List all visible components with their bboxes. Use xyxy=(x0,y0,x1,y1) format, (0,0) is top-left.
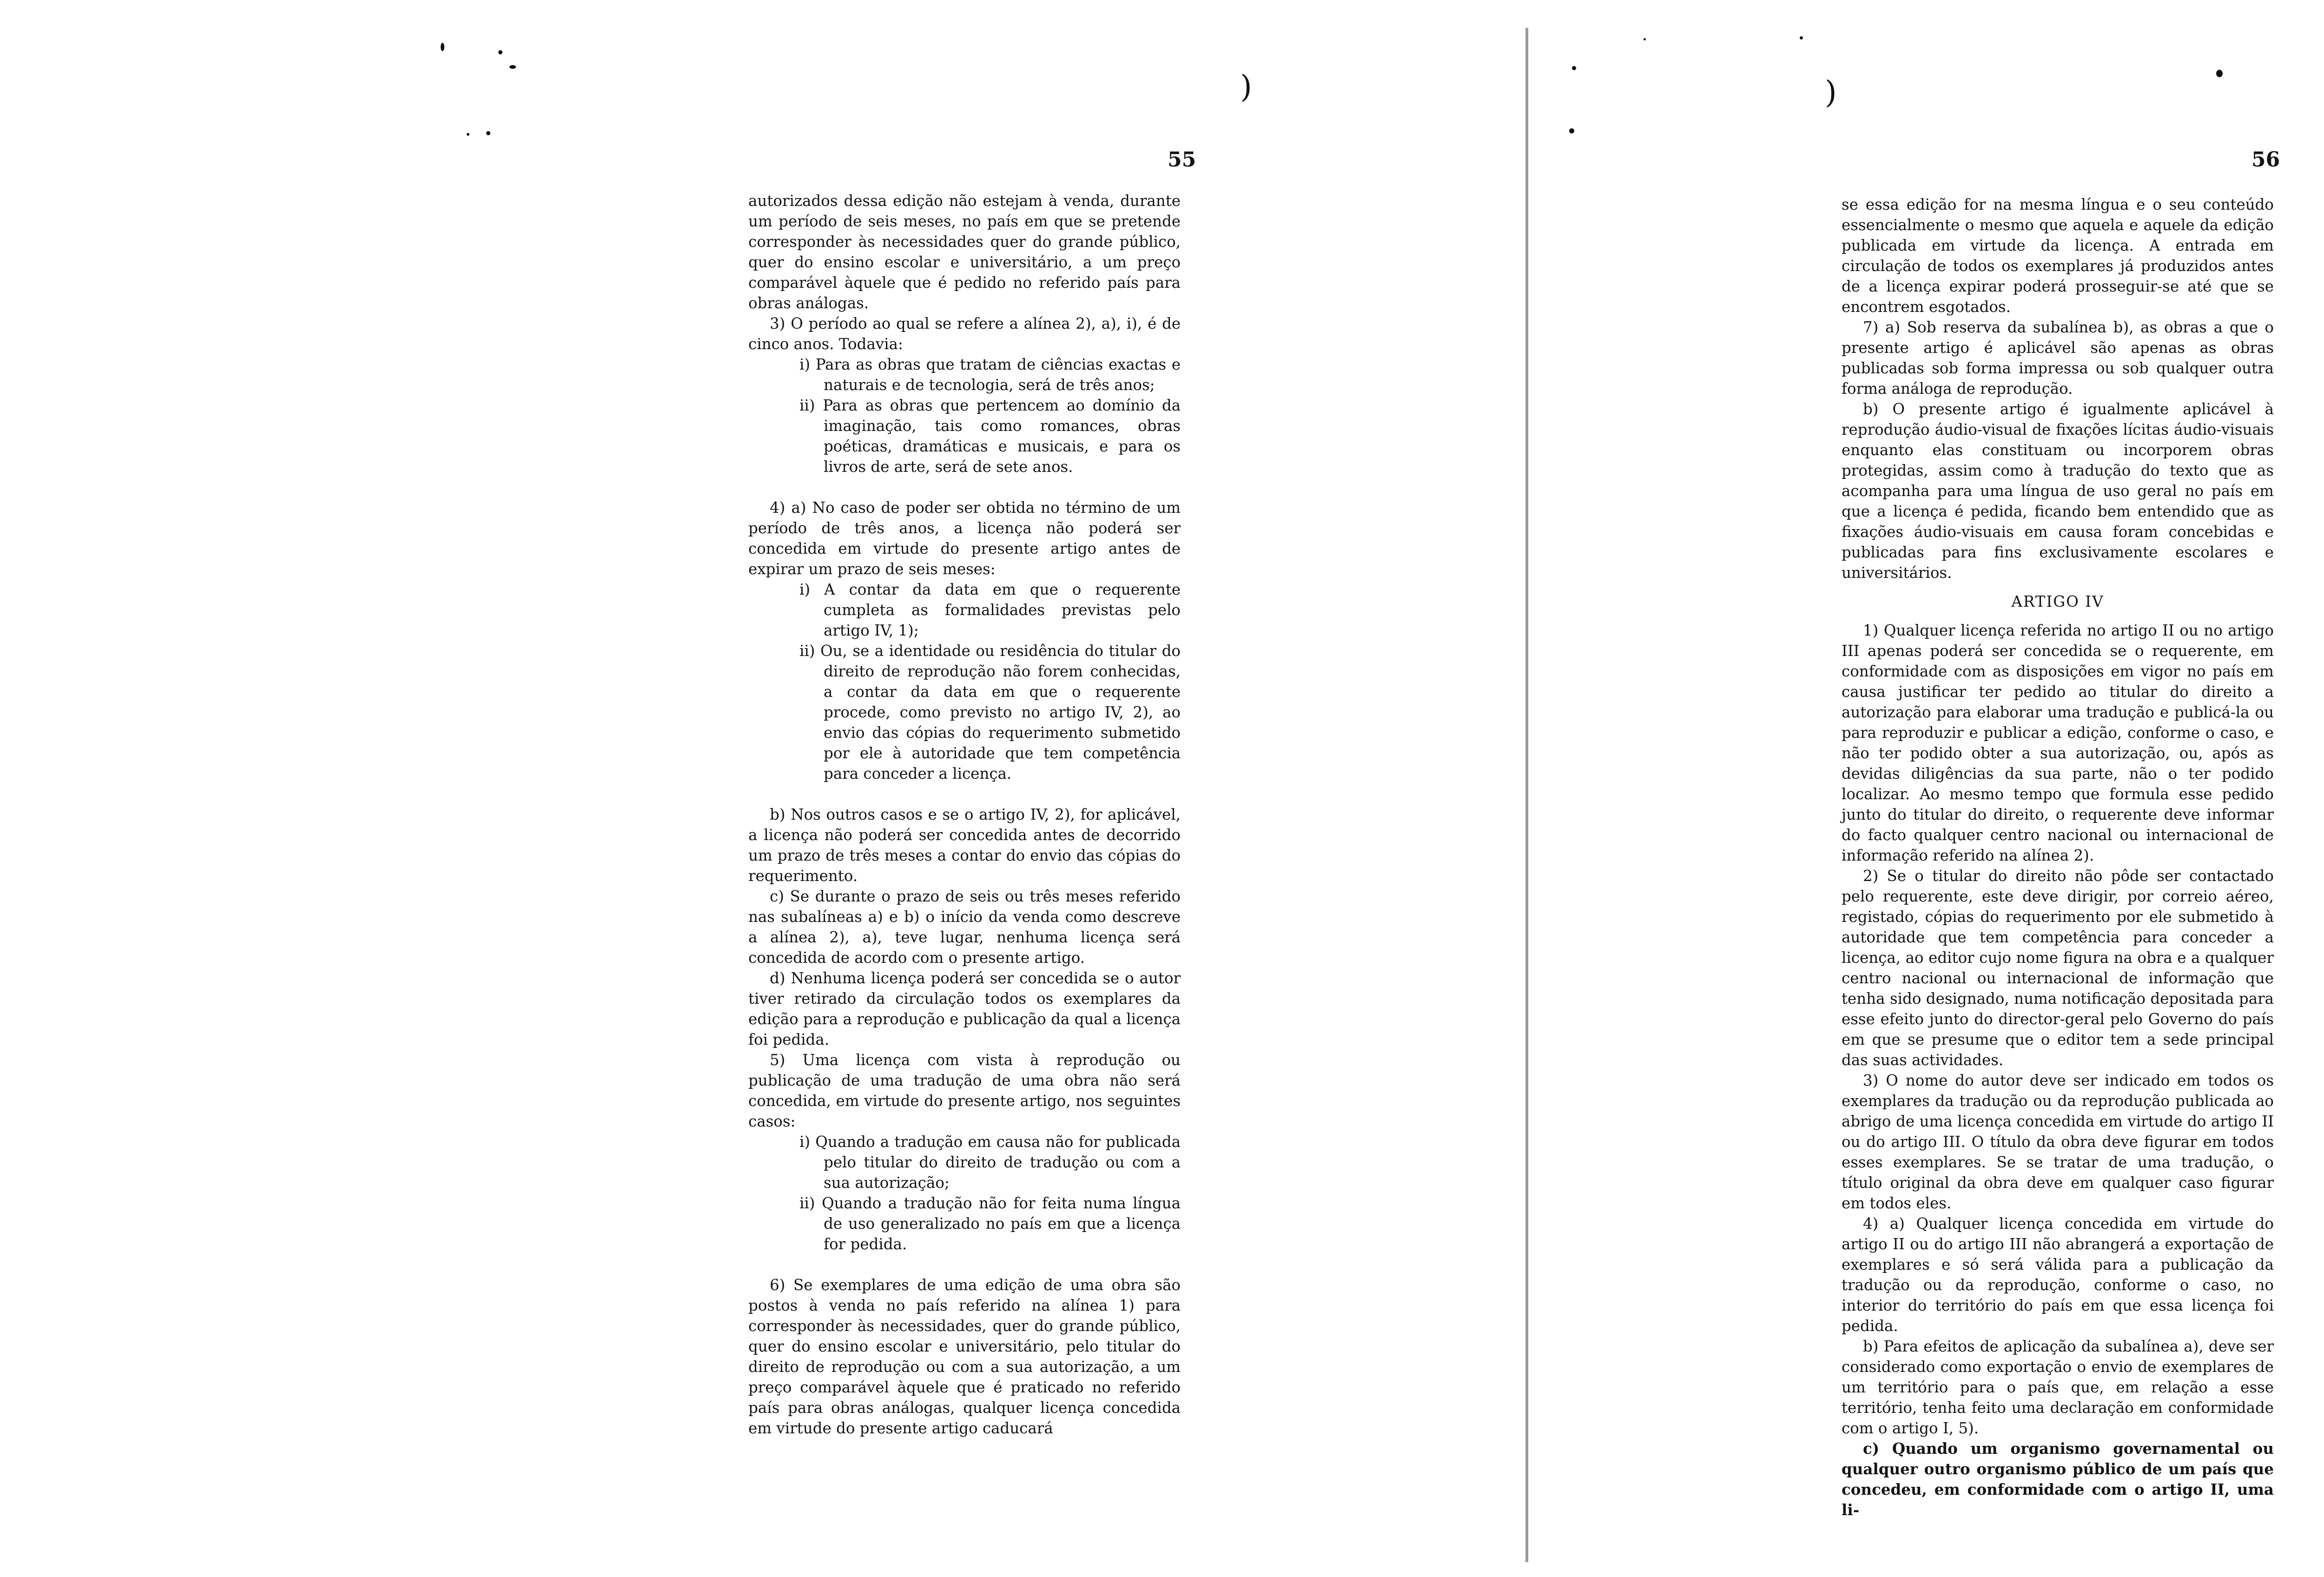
paragraph: c) Se durante o prazo de seis ou três meses referido nas subalíneas a) e b) o início da venda como descreve a alínea 2), a), teve lugar, nenhuma licença será concedida de acordo com o presente artigo. xyxy=(748,888,1181,967)
paragraph: b) O presente artigo é igualmente aplicável à reprodução áudio-visual de fixações lícitas áudio-visuais enquanto elas constituam ou incorporem obras protegidas, assim como à tradução do texto que as acompanha para uma língua de uso geral no país em que a licença é pedida, ficando bem entendido que as fixações áudio-visuais em causa foram concebidas e publicadas para fins exclusivamente escolares e universitários. xyxy=(1842,400,2274,582)
scan-speck xyxy=(1572,66,1576,70)
paragraph: 6) Se exemplares de uma edição de uma obra são postos à venda no país referido na alínea 1) para corresponder às necessidades, quer do grande público, quer do ensino escolar e universitário, pelo titular do direito de reprodução ou com a sua autorização, a um preço comparável àquele que é praticado no referido país para obras análogas, qualquer licença concedida em virtude do presente artigo caducará xyxy=(748,1276,1181,1437)
paragraph: 2) Se o titular do direito não pôde ser contactado pelo requerente, este deve dirigir, por correio aéreo, registado, cópias do requerimento por ele submetido à autoridade que tem competência para conceder a licença, ao editor cujo nome figura na obra e a qualquer centro nacional ou internacional de informação que tenha sido designado, numa notificação depositada para esse efeito junto do director-geral pelo Governo do país em que se presume que o editor tem a sede principal das suas actividades. xyxy=(1842,867,2274,1069)
paragraph: 4) a) No caso de poder ser obtida no término de um período de três anos, a licença não poderá ser concedida em virtude do presente artigo antes de expirar um prazo de seis meses: xyxy=(748,499,1181,578)
scan-speck xyxy=(486,131,490,135)
margin-bracket-mark: ) xyxy=(1825,74,1837,110)
scan-speck xyxy=(1569,128,1574,133)
paragraph: 3) O nome do autor deve ser indicado em todos os exemplares da tradução ou da reprodução publicada ao abrigo de uma licença concedida em virtude do artigo II ou do artigo III. O título da obra deve figurar em todos esses exemplares. Se se tratar de uma tradução, o título original da obra deve em qualquer caso figurar em todos eles. xyxy=(1842,1072,2274,1212)
section-heading: ARTIGO IV xyxy=(2011,593,2104,610)
list-item: i) Quando a tradução em causa não for publicada pelo titular do direito de tradução ou com a sua autorização; xyxy=(799,1133,1181,1192)
list-item: i) Para as obras que tratam de ciências exactas e naturais e de tecnologia, será de três anos; xyxy=(799,356,1181,394)
list-item: i) A contar da data em que o requerente cumpleta as formalidades previstas pelo artigo IV, 1); xyxy=(799,581,1181,639)
paragraph: d) Nenhuma licença poderá ser concedida se o autor tiver retirado da circulação todos os exemplares da edição para a reprodução e publicação da qual a licença foi pedida. xyxy=(748,969,1181,1048)
paragraph: 1) Qualquer licença referida no artigo II ou no artigo III apenas poderá ser concedida se o requerente, em conformidade com as disposições em vigor no país em causa justificar ter pedido ao titular do direito a autorização para elaborar uma tradução e publicá-la ou para reproduzir e publicar a edição, conforme o caso, e não ter podido obter a sua autorização, ou, após as devidas diligências da sua parte, não o ter podido localizar. Ao mesmo tempo que formula esse pedido junto do titular do direito, o requerente deve informar do facto qualquer centro nacional ou internacional de informação referido na alínea 2). xyxy=(1842,622,2274,864)
paragraph: se essa edição for na mesma língua e o seu conteúdo essencialmente o mesmo que aquela e aquele da edição publicada em virtude da licença. A entrada em circulação de todos os exemplares já produzidos antes de a licença expirar poderá prosseguir-se até que se encontrem esgotados. xyxy=(1842,196,2274,316)
scan-speck xyxy=(441,43,444,51)
scan-speck xyxy=(1644,38,1646,40)
page-number: 56 xyxy=(2251,148,2280,172)
paragraph: autorizados dessa edição não estejam à venda, durante um período de seis meses, no país em que se pretende corresponder às necessidades quer do grande público, quer do ensino escolar e universitário, a um preço comparável àquele que é pedido no referido país para obras análogas. xyxy=(748,192,1181,312)
page-number: 55 xyxy=(1168,148,1196,172)
list-item: ii) Quando a tradução não for feita numa língua de uso generalizado no país em que a licença for pedida. xyxy=(799,1194,1181,1253)
scan-speck xyxy=(509,65,516,69)
list-item: ii) Para as obras que pertencem ao domínio da imaginação, tais como romances, obras poéticas, dramáticas e musicais, e para os livros de arte, será de sete anos. xyxy=(799,397,1181,476)
right-page-text xyxy=(1842,194,2274,1520)
scan-speck xyxy=(467,133,469,136)
paragraph: 3) O período ao qual se refere a alínea 2), a), i), é de cinco anos. Todavia: xyxy=(748,315,1181,353)
margin-bracket-mark: ) xyxy=(1240,69,1252,105)
paragraph: c) Quando um organismo governamental ou qualquer outro organismo público de um país que concedeu, em conformidade com o artigo II, uma li- xyxy=(1842,1439,2274,1519)
scan-speck xyxy=(498,50,502,54)
scan-speck xyxy=(2216,70,2223,77)
paragraph: 5) Uma licença com vista à reprodução ou publicação de uma tradução de uma obra não será concedida, em virtude do presente artigo, nos seguintes casos: xyxy=(748,1051,1181,1130)
paragraph: b) Para efeitos de aplicação da subalínea a), deve ser considerado como exportação o envio de exemplares de um território para o país que, em relação a esse território, tenha feito uma declaração em conformidade com o artigo I, 5). xyxy=(1842,1338,2274,1437)
paragraph: b) Nos outros casos e se o artigo IV, 2), for aplicável, a licença não poderá ser concedida antes de decorrido um prazo de três meses a contar do envio das cópias do requerimento. xyxy=(748,806,1181,885)
scan-speck xyxy=(1800,36,1803,40)
paragraph: 7) a) Sob reserva da subalínea b), as obras a que o presente artigo é aplicável são apenas as obras publicadas sob forma impressa ou sob qualquer outra forma análoga de reprodução. xyxy=(1842,318,2274,398)
paragraph: 4) a) Qualquer licença concedida em virtude do artigo II ou do artigo III não abrangerá a exportação de exemplares e só será válida para a publicação da tradução ou da reprodução, conforme o caso, no interior do território do país em que essa licença foi pedida. xyxy=(1842,1215,2274,1335)
left-page-text xyxy=(748,191,1181,1438)
list-item: ii) Ou, se a identidade ou residência do titular do direito de reprodução não forem conhecidas, a contar da data em que o requerente procede, como previsto no artigo IV, 2), ao envio das cópias do requerimento submetido por ele à autoridade que tem competência para conceder a licença. xyxy=(799,642,1181,782)
page-gutter xyxy=(1525,28,1528,1562)
